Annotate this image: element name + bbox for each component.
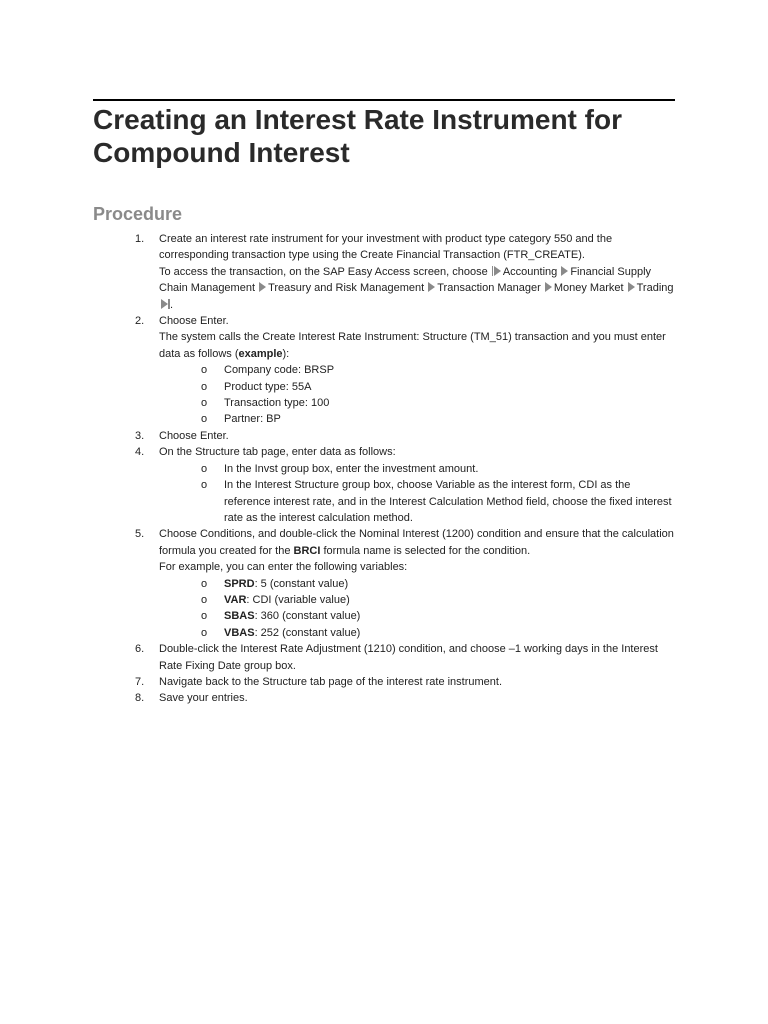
bullet-icon: o [201,462,208,475]
sub-item-text: Company code: BRSP [224,364,335,377]
variable-name: VBAS [224,626,255,639]
sub-list [159,461,675,527]
step-text: To access the transaction, on the SAP Easy Access screen, choose [159,265,488,278]
arrow-right-icon [628,282,635,292]
list-item [93,444,675,526]
arrow-right-icon [428,282,435,292]
menu-path-item: Treasury and Risk Management [268,282,425,295]
bullet-icon: o [201,626,208,639]
variable-desc: : 5 (constant value) [254,577,349,590]
bullet-icon: o [201,479,208,492]
menu-path-item: Trading [636,282,674,295]
step-text: Choose Enter. [159,429,229,442]
menu-path-item: Financial Supply Chain Management [159,265,652,295]
bullet-icon: o [201,577,208,590]
menu-path-item: Accounting [502,265,558,278]
bullet-icon: o [201,413,208,426]
step-text: Navigate back to the Structure tab page of the interest rate instrument. [159,675,503,688]
sub-list-item [93,379,675,395]
bullet-icon: o [201,380,208,393]
step-number: 2. [135,315,145,328]
path-start-icon [492,266,493,276]
step-number: 6. [135,643,145,656]
step-text: Double-click the Interest Rate Adjustment (1210) condition, and choose –1 working days in the Interest Rate Fixing Date group box. [159,643,658,672]
step-number: 5. [135,528,145,541]
sub-list-item [93,608,675,624]
arrow-right-icon [545,282,552,292]
menu-path-item: Money Market [553,282,624,295]
step-text-bold: example [238,347,283,360]
sub-list [159,576,675,642]
bullet-icon: o [201,364,208,377]
step-number: 7. [135,675,145,688]
document-page [93,99,675,707]
sub-list-item [93,461,675,477]
sub-item-text: In the Invst group box, enter the investment amount. [224,462,479,475]
menu-path-item: Transaction Manager [437,282,541,295]
step-text: formula name is selected for the condition. [320,544,531,557]
bullet-icon: o [201,610,208,623]
variable-desc: : 252 (constant value) [254,626,361,639]
sub-list-item [93,362,675,378]
sub-item-text: Partner: BP [224,413,281,426]
page-title: Creating an Interest Rate Instrument for Compound Interest [93,104,622,168]
list-item [93,674,675,690]
step-text: On the Structure tab page, enter data as follows: [159,446,396,459]
title-rule [93,99,675,101]
step-number: 4. [135,446,145,459]
path-end: . [170,298,174,311]
bullet-icon: o [201,593,208,606]
sub-item-text: Product type: 55A [224,380,312,393]
arrow-right-icon [494,266,501,276]
list-item [93,428,675,444]
variable-desc: : CDI (variable value) [246,593,350,606]
procedure-list [93,231,675,707]
bullet-icon: o [201,397,208,410]
sub-list-item [93,576,675,592]
step-text: Choose Enter. [159,315,229,328]
variable-desc: : 360 (constant value) [254,610,361,623]
navigation-end-icon [161,299,168,309]
arrow-right-icon [259,282,266,292]
variable-name: VAR [224,593,247,606]
step-text: ): [282,347,290,360]
list-item [93,526,675,641]
arrow-right-icon [561,266,568,276]
step-text: The system calls the Create Interest Rate Instrument: Structure (TM_51) transaction and you must enter data as follows ( [159,331,666,360]
sub-list [159,362,675,428]
sub-item-text: Transaction type: 100 [224,397,330,410]
step-text: Save your entries. [159,692,248,705]
step-text: For example, you can enter the following variables: [159,561,408,574]
sub-list-item [93,411,675,427]
list-item [93,231,675,313]
step-text: Create an interest rate instrument for your investment with product type category 550 and the corresponding transaction type using the Create Financial Transaction (FTR_CREATE). [159,233,613,262]
step-number: 1. [135,233,145,245]
sub-list-item [93,625,675,641]
step-text: Choose Conditions, and double-click the Nominal Interest (1200) condition and ensure that the calculation formula you created for the [159,528,674,557]
step-text-bold: BRCI [293,544,321,557]
list-item [93,313,675,428]
variable-name: SPRD [224,577,255,590]
sub-list-item [93,592,675,608]
sub-item-text: In the Interest Structure group box, choose Variable as the interest form, CDI as the reference interest rate, and in the Interest Calculation Method field, choose the fixed interest rate as the interest calculation method. [224,479,672,524]
list-item [93,641,675,674]
sub-list-item [93,477,675,526]
variable-name: SBAS [224,610,255,623]
section-heading: Procedure [93,204,183,224]
list-item [93,690,675,706]
sub-list-item [93,395,675,411]
step-number: 8. [135,692,145,705]
step-number: 3. [135,429,145,442]
